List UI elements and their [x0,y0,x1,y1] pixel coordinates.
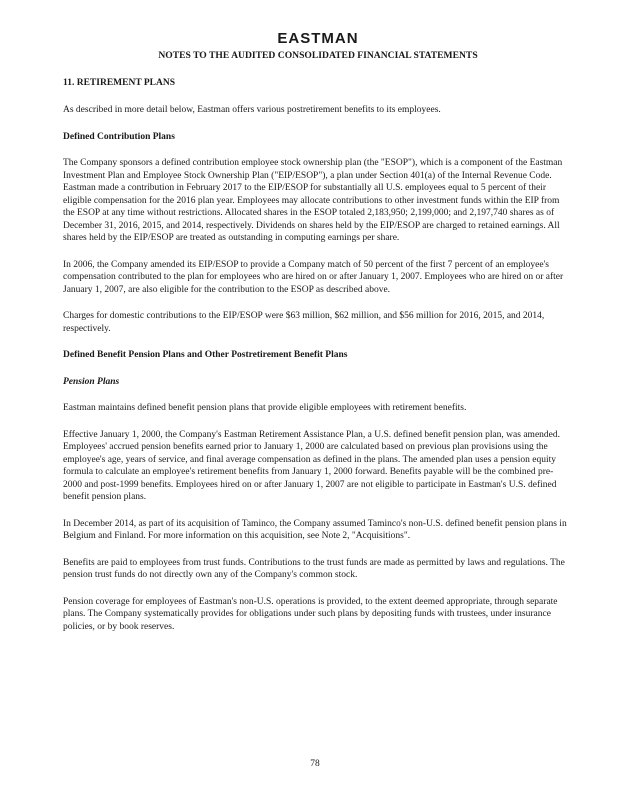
paragraph-esop-amendment: In 2006, the Company amended its EIP/ESOP to provide a Company match of 50 percent of the first 7 percent of an employee's compensation contributed to the plan for employees who are hired on or after January 1, 2007. Employees who are hired on or after January 1, 2007, are also eligible for the contribution to the ESOP as described above. [63,259,564,295]
paragraph-retirement-assistance-plan: Effective January 1, 2000, the Company's Eastman Retirement Assistance Plan, a U.S. defined benefit pension plan, was amended. Employees' accrued pension benefits earned prior to January 1, 2000 are calculated based on previous plan provisions using the employee's age, years of service, and final average compensation as defined in the plans. The amended plan uses a pension equity formula to calculate an employee's retirement benefits from January 1, 2000 forward. Benefits payable will be the combined pre-2000 and post-1999 benefits. Employees hired on or after January 1, 2007 are not eligible to participate in Eastman's U.S. defined benefit pension plans. [63,429,560,502]
paragraph-esop: The Company sponsors a defined contribution employee stock ownership plan (the "ESOP"), which is a component of the Eastman Investment Plan and Employee Stock Ownership Plan ("EIP/ESOP"), a plan under Section 401(a) of the Internal Revenue Code. Eastman made a contribution in February 2017 to the EIP/ESOP for substantially all U.S. employees equal to 5 percent of their eligible compensation for the 2016 plan year. Employees may allocate contributions to other investment funds within the EIP from the ESOP at any time without restrictions. Allocated shares in the ESOP totaled 2,183,950; 2,199,000; and 2,197,740 shares as of December 31, 2016, 2015, and 2014, respectively. Dividends on shares held by the EIP/ESOP are charged to retained earnings. All shares held by the EIP/ESOP are treated as outstanding in computing earnings per share. [63,158,563,243]
paragraph-non-us-coverage: Pension coverage for employees of Eastman's non-U.S. operations is provided, to the extent deemed appropriate, through separate plans. The Company systematically provides for obligations under such plans by depositing funds with trustees, under insurance policies, or by book reserves. [63,596,558,632]
paragraph-taminco-acquisition: In December 2014, as part of its acquisition of Taminco, the Company assumed Taminco's non-U.S. defined benefit pension plans in Belgium and Finland. For more information on this acquisition, see Note 2, "Acquisitions". [63,518,567,541]
page-number: 78 [310,759,320,769]
eastman-logo: EASTMAN [277,30,359,47]
paragraph-contribution-charges: Charges for domestic contributions to the EIP/ESOP were $63 million, $62 million, and $56 million for 2016, 2015, and 2014, respectively. [63,311,545,334]
pension-plans-subheading: Pension Plans [63,376,120,387]
defined-contribution-heading: Defined Contribution Plans [63,131,175,142]
defined-benefit-heading: Defined Benefit Pension Plans and Other Postretirement Benefit Plans [63,350,348,360]
document-title: NOTES TO THE AUDITED CONSOLIDATED FINANCIAL STATEMENTS [158,50,478,61]
paragraph-pension-intro: Eastman maintains defined benefit pension plans that provide eligible employees with retirement benefits. [63,403,467,413]
section-heading: 11. RETIREMENT PLANS [63,78,176,88]
section-intro: As described in more detail below, Eastman offers various postretirement benefits to its employees. [63,105,441,115]
paragraph-trust-funds: Benefits are paid to employees from trust funds. Contributions to the trust funds are made as permitted by laws and regulations. The pension trust funds do not directly own any of the Company's common stock. [63,557,565,580]
document-page [63,31,569,633]
